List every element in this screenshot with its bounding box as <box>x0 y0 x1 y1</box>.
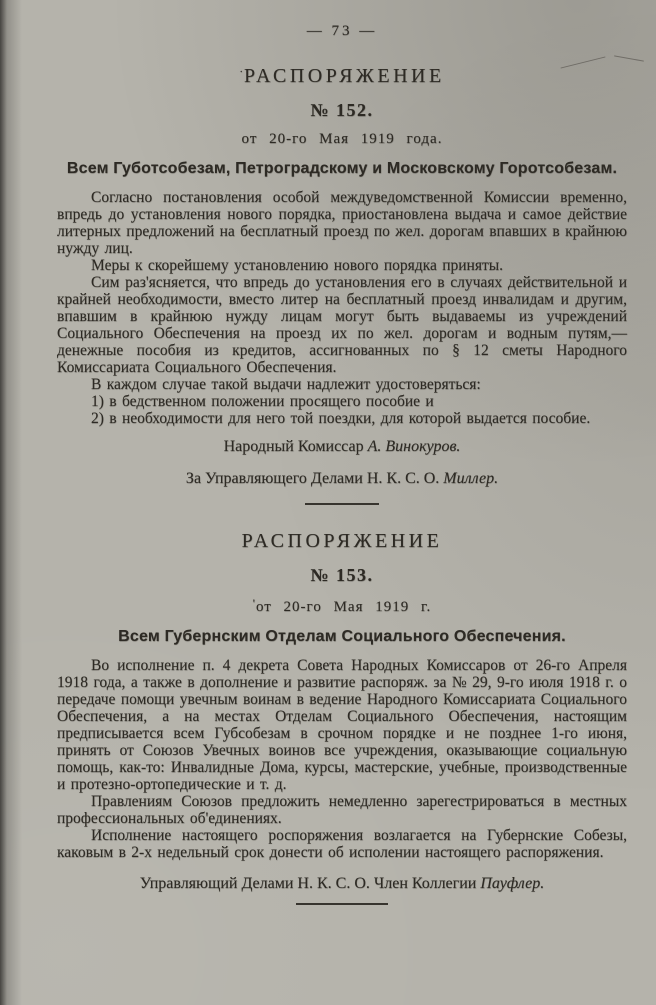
end-rule <box>296 903 388 905</box>
body-paragraph: Во исполнение п. 4 декрета Совета Народных Комиссаров от 26-го Апреля 1918 года, а также в дополнение и развитие распоряж. за № 29, 9-го июля 1918 г. о передаче помощи увечным воинам в ведение Народного Комиссариата Социального Обеспечения, а на местах Отделам Социального Обеспечения, настоящим предписывается всем Губсобезам в срочном порядке и не позднее 1-го июня, принять от Союзов Увечных воинов все учреждения, оказывающие социальную помощь, как-то: Инвалидные Дома, курсы, мастерские, учебные, производственные и протезно-ортопедические и т. д. <box>57 657 627 793</box>
signature-role: За Управляющего Делами Н. К. С. О. <box>185 470 440 487</box>
decree-152-body <box>57 189 627 427</box>
decree-152-title <box>57 65 627 88</box>
body-paragraph: Меры к скорейшему установлению нового порядка приняты. <box>91 257 504 274</box>
print-artifact-mark: ' <box>252 596 255 610</box>
body-paragraph: Правлениям Союзов предложить немедленно зарегестрироваться в местных профессиональных об'единениях. <box>57 793 627 827</box>
signature-line-commissar <box>57 438 627 456</box>
signature-role: Народный Комиссар <box>223 438 364 455</box>
decree-153-addressee: Всем Губернским Отделам Социального Обеспечения. <box>118 628 566 645</box>
list-item-1: 1) в бедственном положении просящего пособие и <box>91 393 434 410</box>
body-paragraph: В каждом случае такой выдачи надлежит удостоверяться: <box>91 376 481 393</box>
decree-152-addressee: Всем Губотсобезам, Петроградскому и Московскому Горотсобезам. <box>66 160 618 177</box>
decree-153-title: РАСПОРЯЖЕНИЕ <box>241 530 443 552</box>
body-paragraph: Сим раз'ясняется, что впредь до установления его в случаях действительной и крайней необходимости, вместо литер на бесплатный проезд инвалидам и другим, впавшим в крайнюю нужду лицам могут быть выдаваемы из учреждений Социального Обеспечения на проезд их по жел. дорогам и водным путям,— денежные пособия из кредитов, ассигнованных по § 12 сметы Народного Комиссариата Социального Обеспечения. <box>57 274 627 376</box>
signature-name: Миллер. <box>443 470 499 487</box>
decree-152 <box>57 65 627 488</box>
body-paragraph: Согласно постановления особой междуведомственной Комиссии временно, впредь до установления нового порядка, приостановлена выдача и самое действие литерных предложений на бесплатный проезд по жел. дорогам впавших в крайнюю нужду лиц. <box>57 189 627 257</box>
decree-153-number: № 153. <box>310 565 374 585</box>
print-artifact-mark: · <box>239 66 243 78</box>
signature-name: А. Винокуров. <box>367 438 461 455</box>
decree-153-date <box>57 596 627 616</box>
signature-name: Пауфлер. <box>480 875 545 892</box>
page-content <box>57 0 627 905</box>
decree-152-number: № 152. <box>310 100 374 120</box>
body-paragraph: Исполнение настоящего роспоряжения возлагается на Губернские Собезы, каковым в 2-х недельный срок донести об исполении настоящего распоряжения. <box>57 827 627 861</box>
decree-153-date-text: от 20-го Мая 1919 г. <box>255 599 432 615</box>
decree-152-date: от 20-го Мая 1919 года. <box>241 131 443 147</box>
list-item-2: 2) в необходимости для него той поездки, для которой выдается пособие. <box>91 410 591 427</box>
signature-line-manager <box>57 470 627 488</box>
decree-153 <box>57 530 627 893</box>
signature-line-board-member <box>57 875 627 893</box>
decree-153-body <box>57 657 627 861</box>
book-gutter-shadow <box>0 0 22 1005</box>
section-divider-rule <box>305 503 379 505</box>
signature-role: Управляющий Делами Н. К. С. О. Член Коллегии <box>139 875 477 892</box>
decree-152-title-text: РАСПОРЯЖЕНИЕ <box>243 65 445 87</box>
page-number: — 73 — <box>306 23 378 39</box>
